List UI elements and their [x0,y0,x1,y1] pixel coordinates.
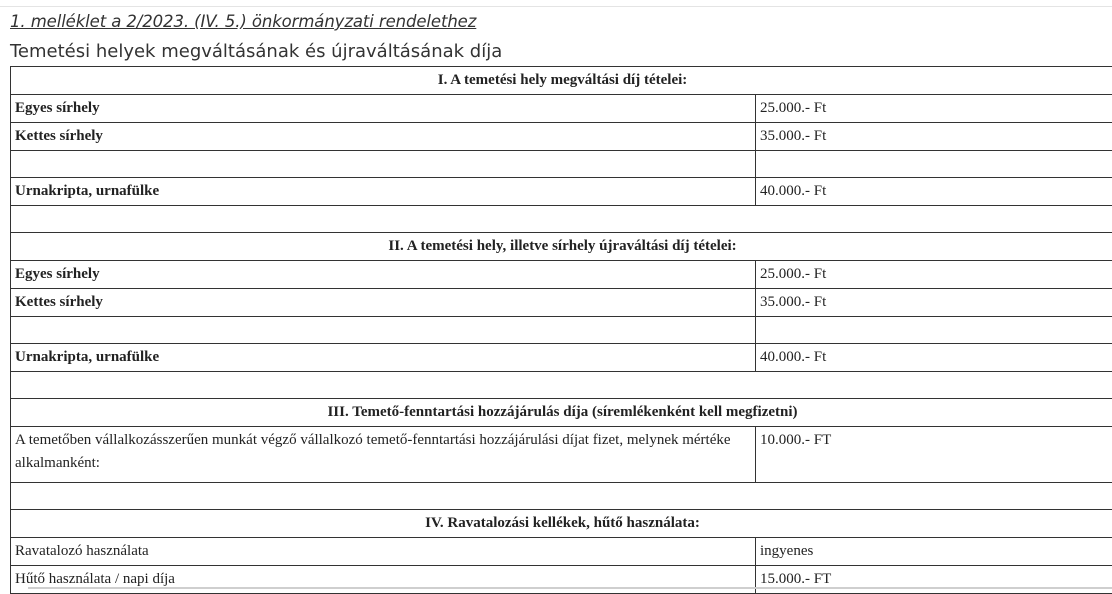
row-label: Hűtő használata / napi díja [11,566,756,594]
table-row [11,178,1112,206]
row-value: 25.000.- Ft [756,261,1112,289]
row-value: 15.000.- FT [756,566,1112,594]
row-label: Kettes sírhely [11,123,756,151]
section-title: I. A temetési hely megváltási díj tételei: [11,67,1112,95]
row-label: A temetőben vállalkozásszerűen munkát végző vállalkozó temető-fenntartási hozzájárulási díjat fizet, melynek mértéke alkalmanként: [11,427,756,483]
row-value: 35.000.- Ft [756,123,1112,151]
table-row [11,289,1112,317]
row-label [11,151,756,178]
row-label: Egyes sírhely [11,95,756,123]
spacer-cell [11,483,1112,510]
row-value: 25.000.- Ft [756,95,1112,123]
row-value: 40.000.- Ft [756,178,1112,206]
table-row [11,427,1112,483]
row-value: ingyenes [756,538,1112,566]
row-label: Ravatalozó használata [11,538,756,566]
table-row [11,566,1112,594]
table-row [11,344,1112,372]
annex-link[interactable]: 1. melléklet a 2/2023. (IV. 5.) önkormányzati rendelethez [10,12,476,31]
table-row [11,538,1112,566]
section-header-row [11,510,1112,538]
spacer-cell [11,372,1112,399]
section-header-row [11,233,1112,261]
table-row [11,151,1112,178]
page-subtitle: Temetési helyek megváltásának és újraváltásának díja [10,41,502,62]
row-label: Urnakripta, urnafülke [11,344,756,372]
section-title: III. Temető-fenntartási hozzájárulás díja (síremlékenként kell megfizetni) [11,399,1112,427]
section-title: IV. Ravatalozási kellékek, hűtő használata: [11,510,1112,538]
spacer-row [11,206,1112,233]
row-value [756,317,1112,344]
spacer-row [11,483,1112,510]
spacer-cell [11,206,1112,233]
row-label: Kettes sírhely [11,289,756,317]
row-value [756,151,1112,178]
row-value: 35.000.- Ft [756,289,1112,317]
table-row [11,261,1112,289]
row-label [11,317,756,344]
section-header-row [11,67,1112,95]
section-header-row [11,399,1112,427]
table-row [11,317,1112,344]
row-value: 40.000.- Ft [756,344,1112,372]
section-title: II. A temetési hely, illetve sírhely újraváltási díj tételei: [11,233,1112,261]
row-label: Egyes sírhely [11,261,756,289]
table-row [11,123,1112,151]
fee-table [10,66,1112,594]
table-row [11,95,1112,123]
row-label: Urnakripta, urnafülke [11,178,756,206]
spacer-row [11,372,1112,399]
row-value: 10.000.- FT [756,427,1112,483]
top-divider [0,6,1112,7]
